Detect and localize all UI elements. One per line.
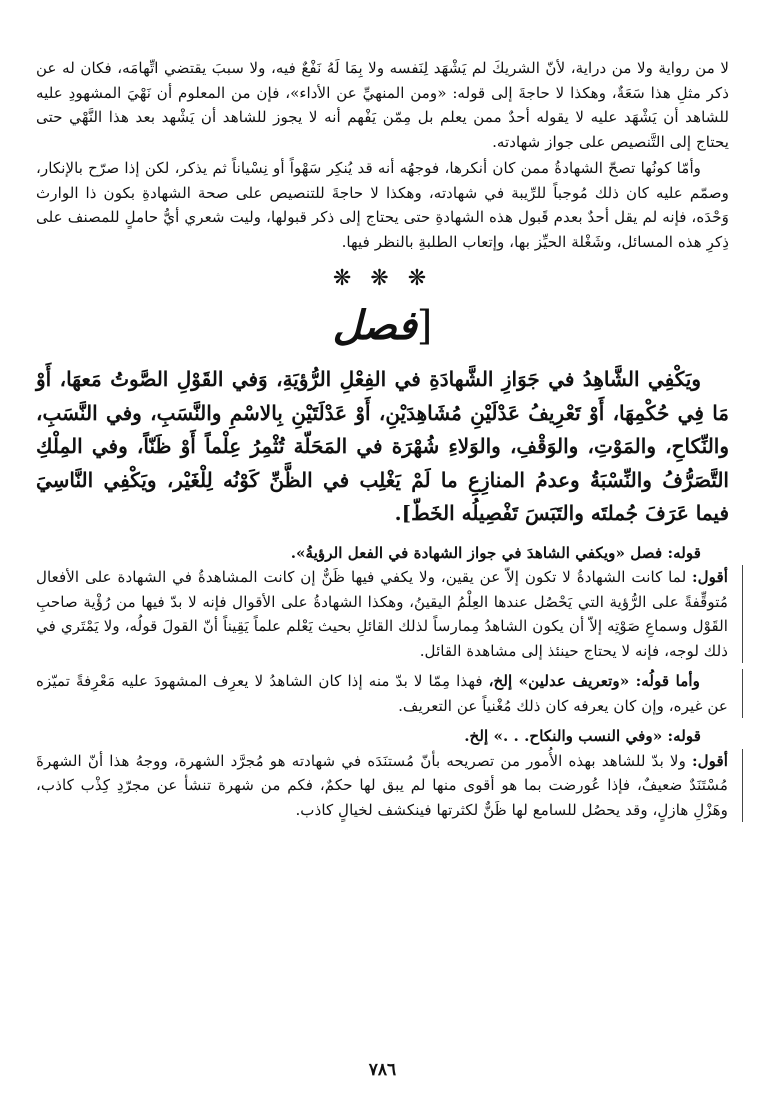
section-divider-ornament: ❋ ❋ ❋ <box>332 266 433 291</box>
answer-lead-3: أقول: <box>692 751 728 770</box>
section-heading <box>36 297 729 355</box>
quote-text-1: فصل «ويكفي الشاهدَ في جواز الشهادة في الفعل الرؤيةُ». <box>290 543 668 562</box>
quote-line-3 <box>36 724 729 749</box>
matn-text: ويَكْفِي الشَّاهِدُ في جَوَازِ الشَّهادَةِ في الفِعْلِ الرُّؤيَةِ، وَفي القَوْلِ الصَّوتُ مَعهَا، أَوْ مَا فِي حُكْمِهَا، أَوْ تَعْرِيفُ عَدْلَيْنِ مُشَاهِدَيْنِ، أَوْ عَدْلَتَيْنِ بِالاسْمِ والنَّسَبِ، وفي النَّسَبِ، والنِّكاحِ، والمَوْتِ، والوَقْفِ، والوَلاءِ شُهْرَة في المَحَلّة تُثْمِرُ عِلْماً أَوْ ظَنّاً، وفي المِلْكِ التَّصَرُّفُ والنِّسْبَةُ وعدمُ المنازِعِ ما لَمْ يَغْلِب في الظَّنِّ كَوْنُه لِلْغَيْر، ويَكْفِي النَّاسِيَ فيما عَرَفَ جُملتَه والتَبَسَ تَفْصِيلُه الخَطّ]. <box>36 367 729 525</box>
commentary-paragraph-1: لا من رواية ولا من دراية، لأنّ الشريكَ لم يَشْهَد لِنَفسه ولا بِمَا لَهُ نَفْعٌ فيه، ولا سببَ يقتضي اتِّهامَه، فكان له عن ذكر مثلِ هذا سَعَةٌ، وهكذا لا حاجةَ إلى قوله: «ومن المنهيِّ عن الأداء»، فإن من المعلوم أن نَهْيَ المشهودِ عليه للشاهد أن يَشْهَد عليه لا يقوله أحدٌ ممن يعلم بل مِمّن يَفْهم أنه لا يجوز للشاهد أن يَشْهد بعد هذا النَّهْي حتى يحتاج إلى التَّنصيص على جواز شهادته. <box>36 59 729 151</box>
quote-text-3: «وفي النسب والنكاح. . .» إلخ. <box>464 727 668 745</box>
answer-paragraph-3 <box>36 749 743 823</box>
quote-line-1 <box>36 541 729 566</box>
answer-paragraph-1 <box>36 565 743 663</box>
commentary-paragraph-2: وأمّا كونُها تصحّ الشهادةُ ممن كان أنكرها، فوجهُه أنه قد يُنكِر سَهْواً أو نِسْياناً ثم يذكر، لكن إذا صرّح بالإنكار، وصمّم عليه كان ذلك مُوجباً للرِّيبة في شهادته، وهكذا لا حاجةَ للتنصيص على صحة الشهادةِ بكون ذا الوارث وَحْدَه، فإنه لم يقل أحدٌ بعدم قَبول هذه الشهادةِ حتى يحتاج إلى ذكر قبولها، وليت شعري أيُّ حاملٍ للمصنف على ذِكرِ هذه المسائل، وشَغْلة الحيِّز بها، وإتعاب الطلبةِ بالنظر فيها. <box>36 159 729 251</box>
page-number: ٧٨٦ <box>368 1060 397 1080</box>
comment-lead-2: وأما قولُه: «وتعريف عدلين» إلخ، <box>488 672 700 690</box>
answer-lead-1: أقول: <box>692 568 728 586</box>
heading-bracket: [ <box>416 303 433 349</box>
answer-text-1: لما كانت الشهادةُ لا تكون إلاّ عن يقين، ولا يكفي فيها ظَنٌّ إن كانت المشاهدةُ في الشهادة على الأفعال مُتوقِّفةً على الرُّؤية التي يَحْصُل عندها العِلْمُ اليقينُ، وهكذا الشهادةُ على الأقوال فإنه لا بدّ فيها من رُؤْية صاحبِ القَوْل وسماعِ صَوْتِه إلاّ أن يكون الشاهدُ مِمارساً لذلك القائلِ بحيث يَعْلم علماً يَقِيناً أنّ القولَ قولُه، ولا يَمْتَري في ذلك لوجه، فإنه لا يحتاج حينئذ إلى مشاهدة القائل. <box>36 568 728 660</box>
quote-lead-3: قوله: <box>667 727 701 745</box>
heading-word: فصل <box>332 302 417 349</box>
quote-lead-1: قوله: <box>667 543 701 562</box>
comment-paragraph-2 <box>36 669 743 718</box>
answer-text-3: ولا بدّ للشاهد بهذه الأُمور من تصريحه بأنّ مُستنَدَه في شهادته هو مُجرَّد الشهرة، ووجهُ هذا أنّ الشهرةَ مُسْتَنَدٌ ضعيفٌ، فإذا عُورضت بما هو أقوى منها لم يبق لها حكمٌ، فكم من شهرة تنشأ عن مجرّدِ كِذْب كاذب، وهَزْلِ هازلٍ، وقد يحصُل للسامع لها ظَنٌّ لكثرتها فينكشف لخيالٍ كاذب. <box>36 751 728 819</box>
comment-text-2: فهذا مِمّا لا بدّ منه إذا كان الشاهدُ لا يعرِف المشهودَ عليه مَعْرِفةً تميّزه عن غيره، وإن كان يعرفه كان ذلك مُغْنياً عن التعريف. <box>36 672 728 715</box>
